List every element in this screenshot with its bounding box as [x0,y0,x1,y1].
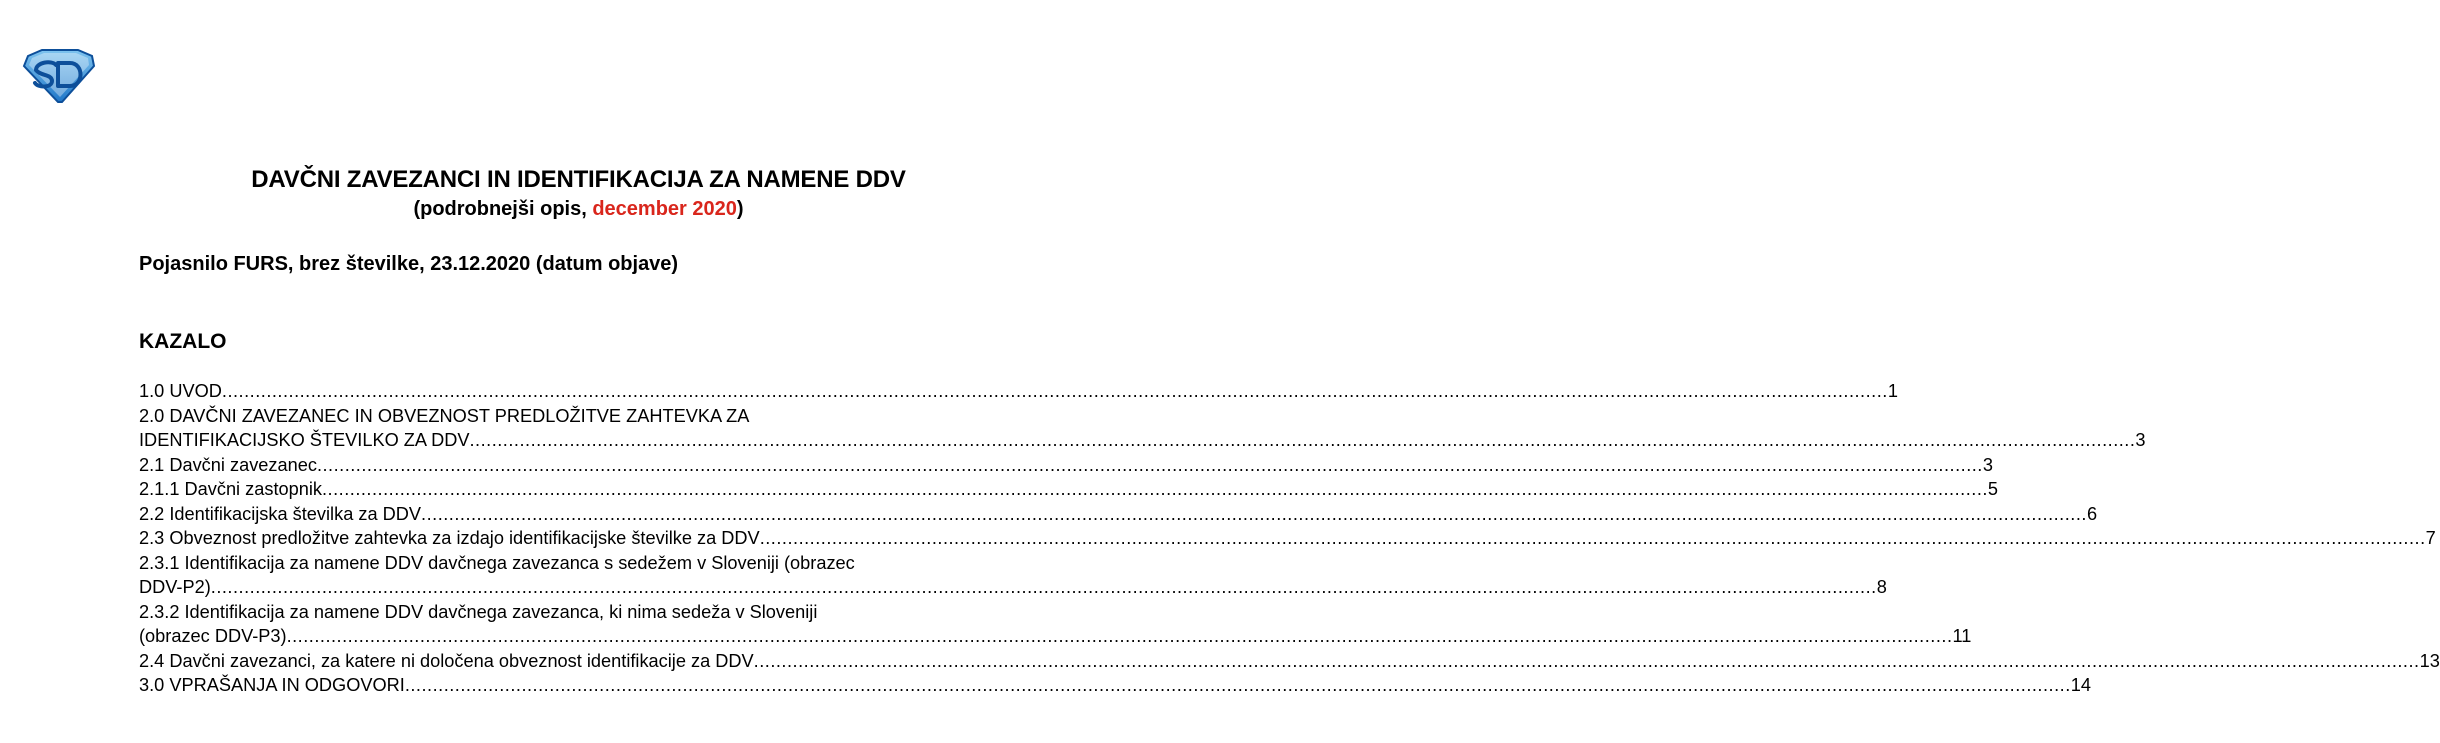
toc-leader-dots: ............................................................................................................................................................................................................................................................................................................ [316,454,1983,475]
toc-entry-title: 2.1.1 Davčni zastopnik [139,479,322,499]
toc-leader-dots: ............................................................................................................................................................................................................................................................................................................ [469,430,2136,450]
toc-page-number: 5 [1987,479,1999,499]
toc-leader-dots: ............................................................................................................................................................................................................................................................................................................ [404,675,2071,695]
toc-entry[interactable] [139,430,2146,455]
toc-entry[interactable] [139,626,1972,651]
toc-entry-title: 2.0 DAVČNI ZAVEZANEC IN OBVEZNOST PREDLOŽITVE ZAHTEVKA ZA [139,405,750,426]
toc-entry-title: (obrazec DDV-P3) [139,626,287,646]
toc-entry-title: 2.3.1 Identifikacija za namene DDV davčnega zavezanca s sedežem v Sloveniji (obrazec [139,552,855,573]
toc-leader-dots: ............................................................................................................................................................................................................................................................................................................ [221,381,1888,401]
toc-page-number: 1 [1887,381,1898,401]
toc-entry[interactable] [139,528,2436,553]
toc-leader-dots: ............................................................................................................................................................................................................................................................................................................ [759,528,2426,548]
toc-leader-dots: ............................................................................................................................................................................................................................................................................................................ [286,626,1953,646]
toc-entry-title: 2.3 Obveznost predložitve zahtevka za izdajo identifikacijske številke za DDV [139,528,760,548]
toc-entry-title: 2.1 Davčni zavezanec [139,454,317,475]
subtitle-close: ) [736,198,744,220]
toc-entry-title: 1.0 UVOD [139,381,222,401]
toc-entry[interactable] [139,675,2091,700]
explanation-line: Pojasnilo FURS, brez številke, 23.12.2020 (datum objave) [139,253,679,275]
toc-entry[interactable] [139,602,1021,627]
sd-shield-logo-icon [22,48,96,104]
toc-entry[interactable] [139,650,2440,676]
toc-leader-dots: ............................................................................................................................................................................................................................................................................................................ [322,479,1988,499]
toc-page-number: 6 [2086,503,2098,524]
toc-page-number: 3 [1982,454,1993,475]
document-subtitle [0,198,1157,221]
toc-entry-title: 2.2 Identifikacijska številka za DDV [139,503,422,524]
toc-leader-dots: ............................................................................................................................................................................................................................................................................................................ [421,503,2087,524]
toc-page-number: 11 [1952,626,1972,646]
toc-entry-title: 2.3.2 Identifikacija za namene DDV davčnega zavezanca, ki nima sedeža v Sloveniji [139,601,818,622]
toc-page-number: 8 [1876,577,1887,597]
subtitle-open: (podrobnejši opis, [413,198,593,220]
table-of-contents [139,381,2440,700]
toc-heading: KAZALO [139,330,227,353]
toc-page-number: 13 [2419,650,2440,671]
toc-page-number: 7 [2425,528,2436,548]
toc-entry[interactable] [139,381,1898,406]
toc-entry-title: DDV-P2) [139,577,211,597]
toc-page-number: 3 [2135,430,2146,450]
subtitle-date: december 2020 [592,198,737,220]
toc-entry[interactable] [139,454,1993,480]
toc-leader-dots: ............................................................................................................................................................................................................................................................................................................ [753,650,2420,671]
toc-entry-title: 3.0 VPRAŠANJA IN ODGOVORI [139,675,405,695]
document-title: DAVČNI ZAVEZANCI IN IDENTIFIKACIJA ZA NAMENE DDV [251,166,906,193]
toc-entry-title: 2.4 Davčni zavezanci, za katere ni določena obveznost identifikacije za DDV [139,650,754,671]
toc-entry[interactable] [139,553,1021,578]
toc-entry[interactable] [139,479,1999,504]
toc-entry-title: IDENTIFIKACIJSKO ŠTEVILKO ZA DDV [139,430,470,450]
toc-entry[interactable] [139,577,1887,602]
toc-entry[interactable] [139,406,1021,431]
toc-entry[interactable] [139,503,2098,529]
toc-page-number: 14 [2070,675,2091,695]
toc-leader-dots: ............................................................................................................................................................................................................................................................................................................ [210,577,1877,597]
